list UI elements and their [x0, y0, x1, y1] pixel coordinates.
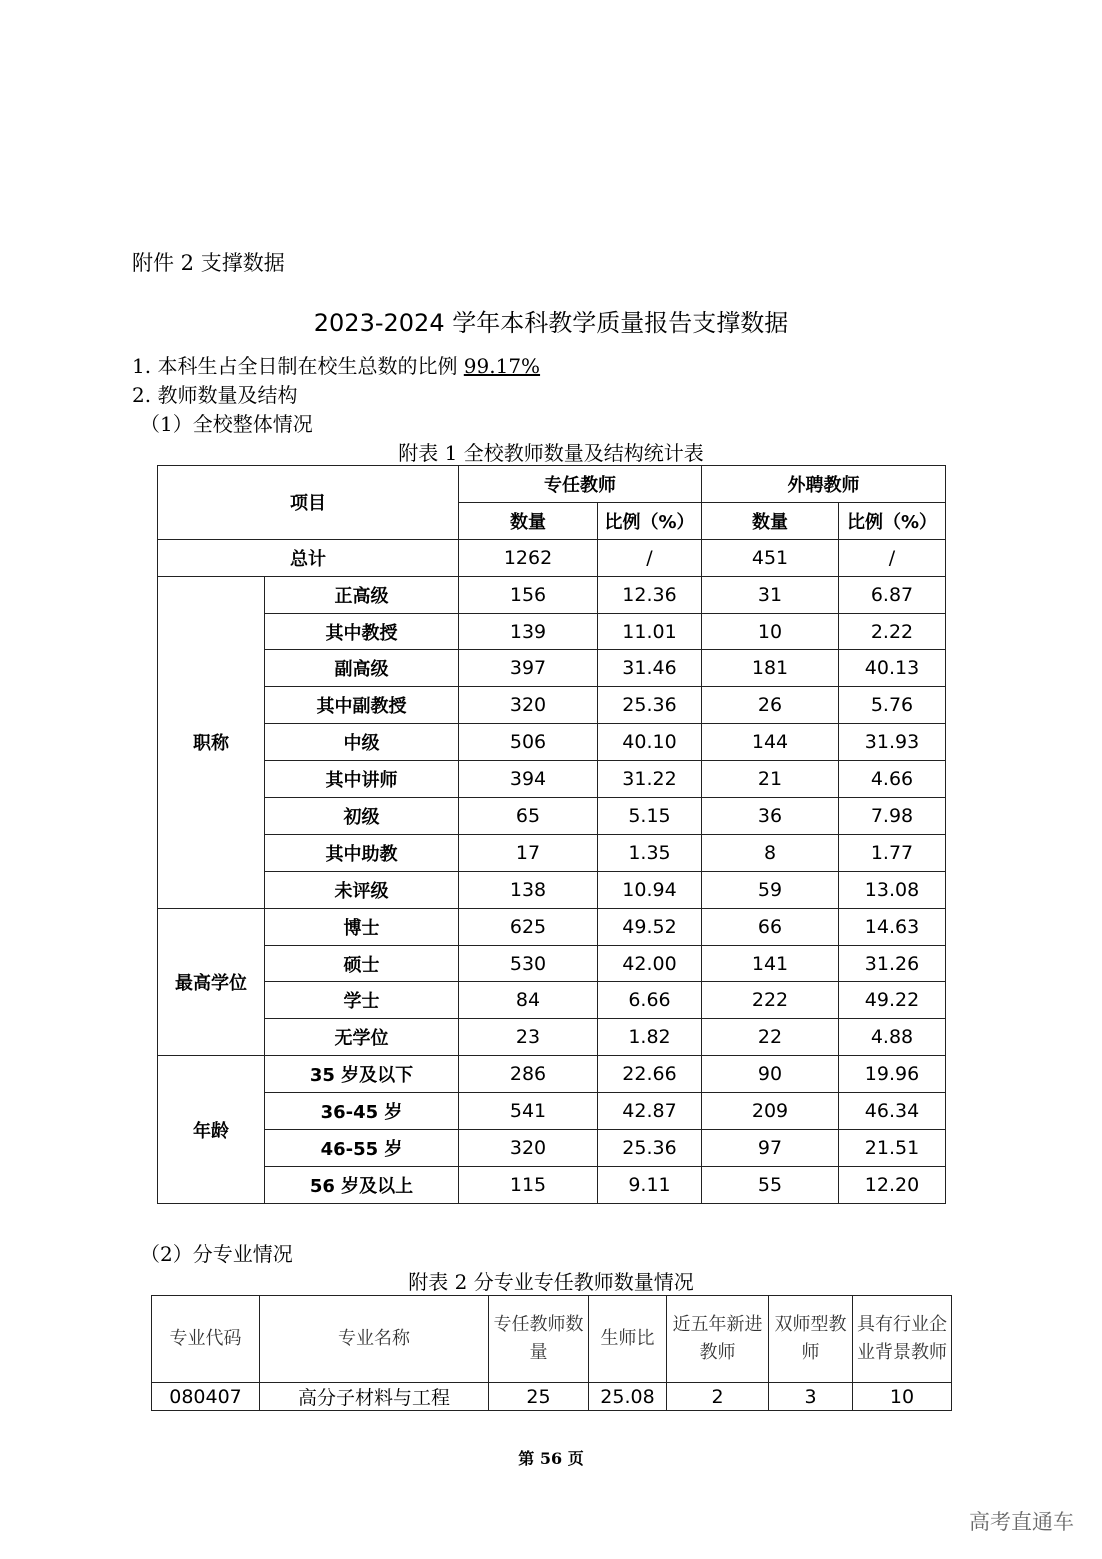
- ft-count-cell: 23: [459, 1019, 598, 1056]
- ex-ratio-cell: 5.76: [839, 687, 946, 724]
- ex-ratio-cell: 1.77: [839, 834, 946, 871]
- row-label: 硕士: [265, 945, 459, 982]
- table-row: [158, 687, 946, 724]
- row-label: 46-55 岁: [265, 1130, 459, 1167]
- item-2-2: （2）分专业情况: [140, 1242, 293, 1266]
- row-label: 学士: [265, 982, 459, 1019]
- ex-ratio-cell: 13.08: [839, 871, 946, 908]
- item-1: [132, 350, 540, 379]
- ex-count-cell: 55: [702, 1166, 839, 1203]
- ex-count-cell: 10: [702, 613, 839, 650]
- header-ft-ratio: 比例（%）: [598, 502, 702, 539]
- header-fulltime: 专任教师: [459, 466, 702, 503]
- ft-count-cell: 625: [459, 908, 598, 945]
- ex-count-cell: 59: [702, 871, 839, 908]
- ex-ratio-cell: 40.13: [839, 650, 946, 687]
- row-label: 其中讲师: [265, 761, 459, 798]
- ex-count-cell: 181: [702, 650, 839, 687]
- row-label: 56 岁及以上: [265, 1166, 459, 1203]
- row-label: 其中副教授: [265, 687, 459, 724]
- table1-total-row: [158, 539, 946, 576]
- ft-ratio-cell: 6.66: [598, 982, 702, 1019]
- ex-count-cell: 97: [702, 1130, 839, 1167]
- page-number: 第 56 页: [518, 1449, 584, 1468]
- ex-count-cell: 22: [702, 1019, 839, 1056]
- table-row: [158, 650, 946, 687]
- table-row: [158, 1166, 946, 1203]
- ft-ratio-cell: 22.66: [598, 1056, 702, 1093]
- ft-ratio-cell: 5.15: [598, 798, 702, 835]
- ft-ratio-cell: 31.46: [598, 650, 702, 687]
- ex-ratio-cell: 4.66: [839, 761, 946, 798]
- group-label: 最高学位: [158, 908, 265, 1056]
- ft-count-cell: 139: [459, 613, 598, 650]
- major-teacher-table: [151, 1295, 952, 1411]
- major-name-cell: 高分子材料与工程: [260, 1383, 489, 1411]
- ft-count-cell: 138: [459, 871, 598, 908]
- table2-caption: 附表 2 分专业专任教师数量情况: [408, 1270, 694, 1294]
- major-code-cell: 080407: [152, 1383, 260, 1411]
- ft-ratio-cell: 11.01: [598, 613, 702, 650]
- ft-ratio-cell: 10.94: [598, 871, 702, 908]
- ft-count-cell: 320: [459, 1130, 598, 1167]
- row-label: 35 岁及以下: [265, 1056, 459, 1093]
- table1-caption: 附表 1 全校教师数量及结构统计表: [398, 441, 704, 465]
- total-label: 总计: [158, 539, 459, 576]
- fulltime-count-cell: 25: [489, 1383, 589, 1411]
- ft-count-cell: 320: [459, 687, 598, 724]
- ex-count-cell: 21: [702, 761, 839, 798]
- ex-count-cell: 144: [702, 724, 839, 761]
- ex-ratio-cell: 12.20: [839, 1166, 946, 1203]
- ex-ratio-cell: 4.88: [839, 1019, 946, 1056]
- ft-ratio-cell: 42.00: [598, 945, 702, 982]
- ft-ratio-cell: 40.10: [598, 724, 702, 761]
- table-row: [158, 724, 946, 761]
- ft-ratio-cell: 42.87: [598, 1093, 702, 1130]
- table-row: [158, 1019, 946, 1056]
- table-row: [158, 613, 946, 650]
- total-ft-ratio: /: [598, 539, 702, 576]
- ft-count-cell: 394: [459, 761, 598, 798]
- ex-ratio-cell: 7.98: [839, 798, 946, 835]
- table-row: [152, 1383, 952, 1411]
- ex-count-cell: 90: [702, 1056, 839, 1093]
- header-item: 项目: [158, 466, 459, 540]
- ex-count-cell: 26: [702, 687, 839, 724]
- header-dual-teachers: 双师型教师: [769, 1296, 853, 1383]
- ex-count-cell: 31: [702, 576, 839, 613]
- group-label: 职称: [158, 576, 265, 908]
- ex-ratio-cell: 19.96: [839, 1056, 946, 1093]
- header-external: 外聘教师: [702, 466, 946, 503]
- row-label: 中级: [265, 724, 459, 761]
- row-label: 博士: [265, 908, 459, 945]
- row-label: 副高级: [265, 650, 459, 687]
- table-row: [158, 945, 946, 982]
- ft-ratio-cell: 1.82: [598, 1019, 702, 1056]
- ex-count-cell: 141: [702, 945, 839, 982]
- header-major-code: 专业代码: [152, 1296, 260, 1383]
- header-fulltime-count: 专任教师数量: [489, 1296, 589, 1383]
- ft-count-cell: 530: [459, 945, 598, 982]
- table-row: [158, 761, 946, 798]
- ft-ratio-cell: 25.36: [598, 1130, 702, 1167]
- page-title: 2023-2024 学年本科教学质量报告支撑数据: [313, 309, 789, 337]
- ft-count-cell: 156: [459, 576, 598, 613]
- header-student-teacher-ratio: 生师比: [589, 1296, 667, 1383]
- table-row: [158, 1130, 946, 1167]
- group-label: 年龄: [158, 1056, 265, 1204]
- ex-count-cell: 209: [702, 1093, 839, 1130]
- ex-count-cell: 66: [702, 908, 839, 945]
- industry-teachers-cell: 10: [853, 1383, 952, 1411]
- ex-ratio-cell: 31.93: [839, 724, 946, 761]
- item-1-text: 1. 本科生占全日制在校生总数的比例: [132, 354, 464, 378]
- new-teachers-cell: 2: [667, 1383, 769, 1411]
- table-row: [158, 871, 946, 908]
- table-row: [158, 1093, 946, 1130]
- ft-ratio-cell: 9.11: [598, 1166, 702, 1203]
- total-ex-ratio: /: [839, 539, 946, 576]
- ft-count-cell: 541: [459, 1093, 598, 1130]
- row-label: 初级: [265, 798, 459, 835]
- item-1-value: 99.17%: [463, 354, 541, 378]
- ex-ratio-cell: 6.87: [839, 576, 946, 613]
- table-row: [158, 576, 946, 613]
- table-row: [158, 982, 946, 1019]
- header-new-teachers: 近五年新进教师: [667, 1296, 769, 1383]
- table-row: [158, 1056, 946, 1093]
- ex-ratio-cell: 21.51: [839, 1130, 946, 1167]
- ex-ratio-cell: 46.34: [839, 1093, 946, 1130]
- table1-header-row-1: [158, 466, 946, 503]
- header-industry-teachers: 具有行业企业背景教师: [853, 1296, 952, 1383]
- ex-count-cell: 36: [702, 798, 839, 835]
- annex-label: 附件 2 支撑数据: [132, 251, 285, 275]
- row-label: 正高级: [265, 576, 459, 613]
- ex-count-cell: 8: [702, 834, 839, 871]
- ft-count-cell: 506: [459, 724, 598, 761]
- ratio-cell: 25.08: [589, 1383, 667, 1411]
- ft-count-cell: 65: [459, 798, 598, 835]
- watermark: 高考直通车: [969, 1510, 1074, 1534]
- ft-ratio-cell: 1.35: [598, 834, 702, 871]
- row-label: 未评级: [265, 871, 459, 908]
- ft-count-cell: 286: [459, 1056, 598, 1093]
- header-major-name: 专业名称: [260, 1296, 489, 1383]
- ex-ratio-cell: 49.22: [839, 982, 946, 1019]
- ex-count-cell: 222: [702, 982, 839, 1019]
- header-ex-count: 数量: [702, 502, 839, 539]
- dual-teachers-cell: 3: [769, 1383, 853, 1411]
- ft-count-cell: 397: [459, 650, 598, 687]
- table2-header-row: [152, 1296, 952, 1383]
- row-label: 无学位: [265, 1019, 459, 1056]
- row-label: 36-45 岁: [265, 1093, 459, 1130]
- ft-count-cell: 17: [459, 834, 598, 871]
- table-row: [158, 834, 946, 871]
- ft-ratio-cell: 25.36: [598, 687, 702, 724]
- ft-ratio-cell: 31.22: [598, 761, 702, 798]
- ft-count-cell: 115: [459, 1166, 598, 1203]
- ft-ratio-cell: 12.36: [598, 576, 702, 613]
- ft-count-cell: 84: [459, 982, 598, 1019]
- item-2-1: （1）全校整体情况: [140, 412, 313, 436]
- header-ft-count: 数量: [459, 502, 598, 539]
- header-ex-ratio: 比例（%）: [839, 502, 946, 539]
- ex-ratio-cell: 2.22: [839, 613, 946, 650]
- teacher-structure-table: [157, 465, 946, 1204]
- row-label: 其中助教: [265, 834, 459, 871]
- ex-ratio-cell: 14.63: [839, 908, 946, 945]
- ft-ratio-cell: 49.52: [598, 908, 702, 945]
- table-row: [158, 798, 946, 835]
- total-ft-count: 1262: [459, 539, 598, 576]
- item-2: 2. 教师数量及结构: [132, 383, 298, 407]
- ex-ratio-cell: 31.26: [839, 945, 946, 982]
- table-row: [158, 908, 946, 945]
- row-label: 其中教授: [265, 613, 459, 650]
- total-ex-count: 451: [702, 539, 839, 576]
